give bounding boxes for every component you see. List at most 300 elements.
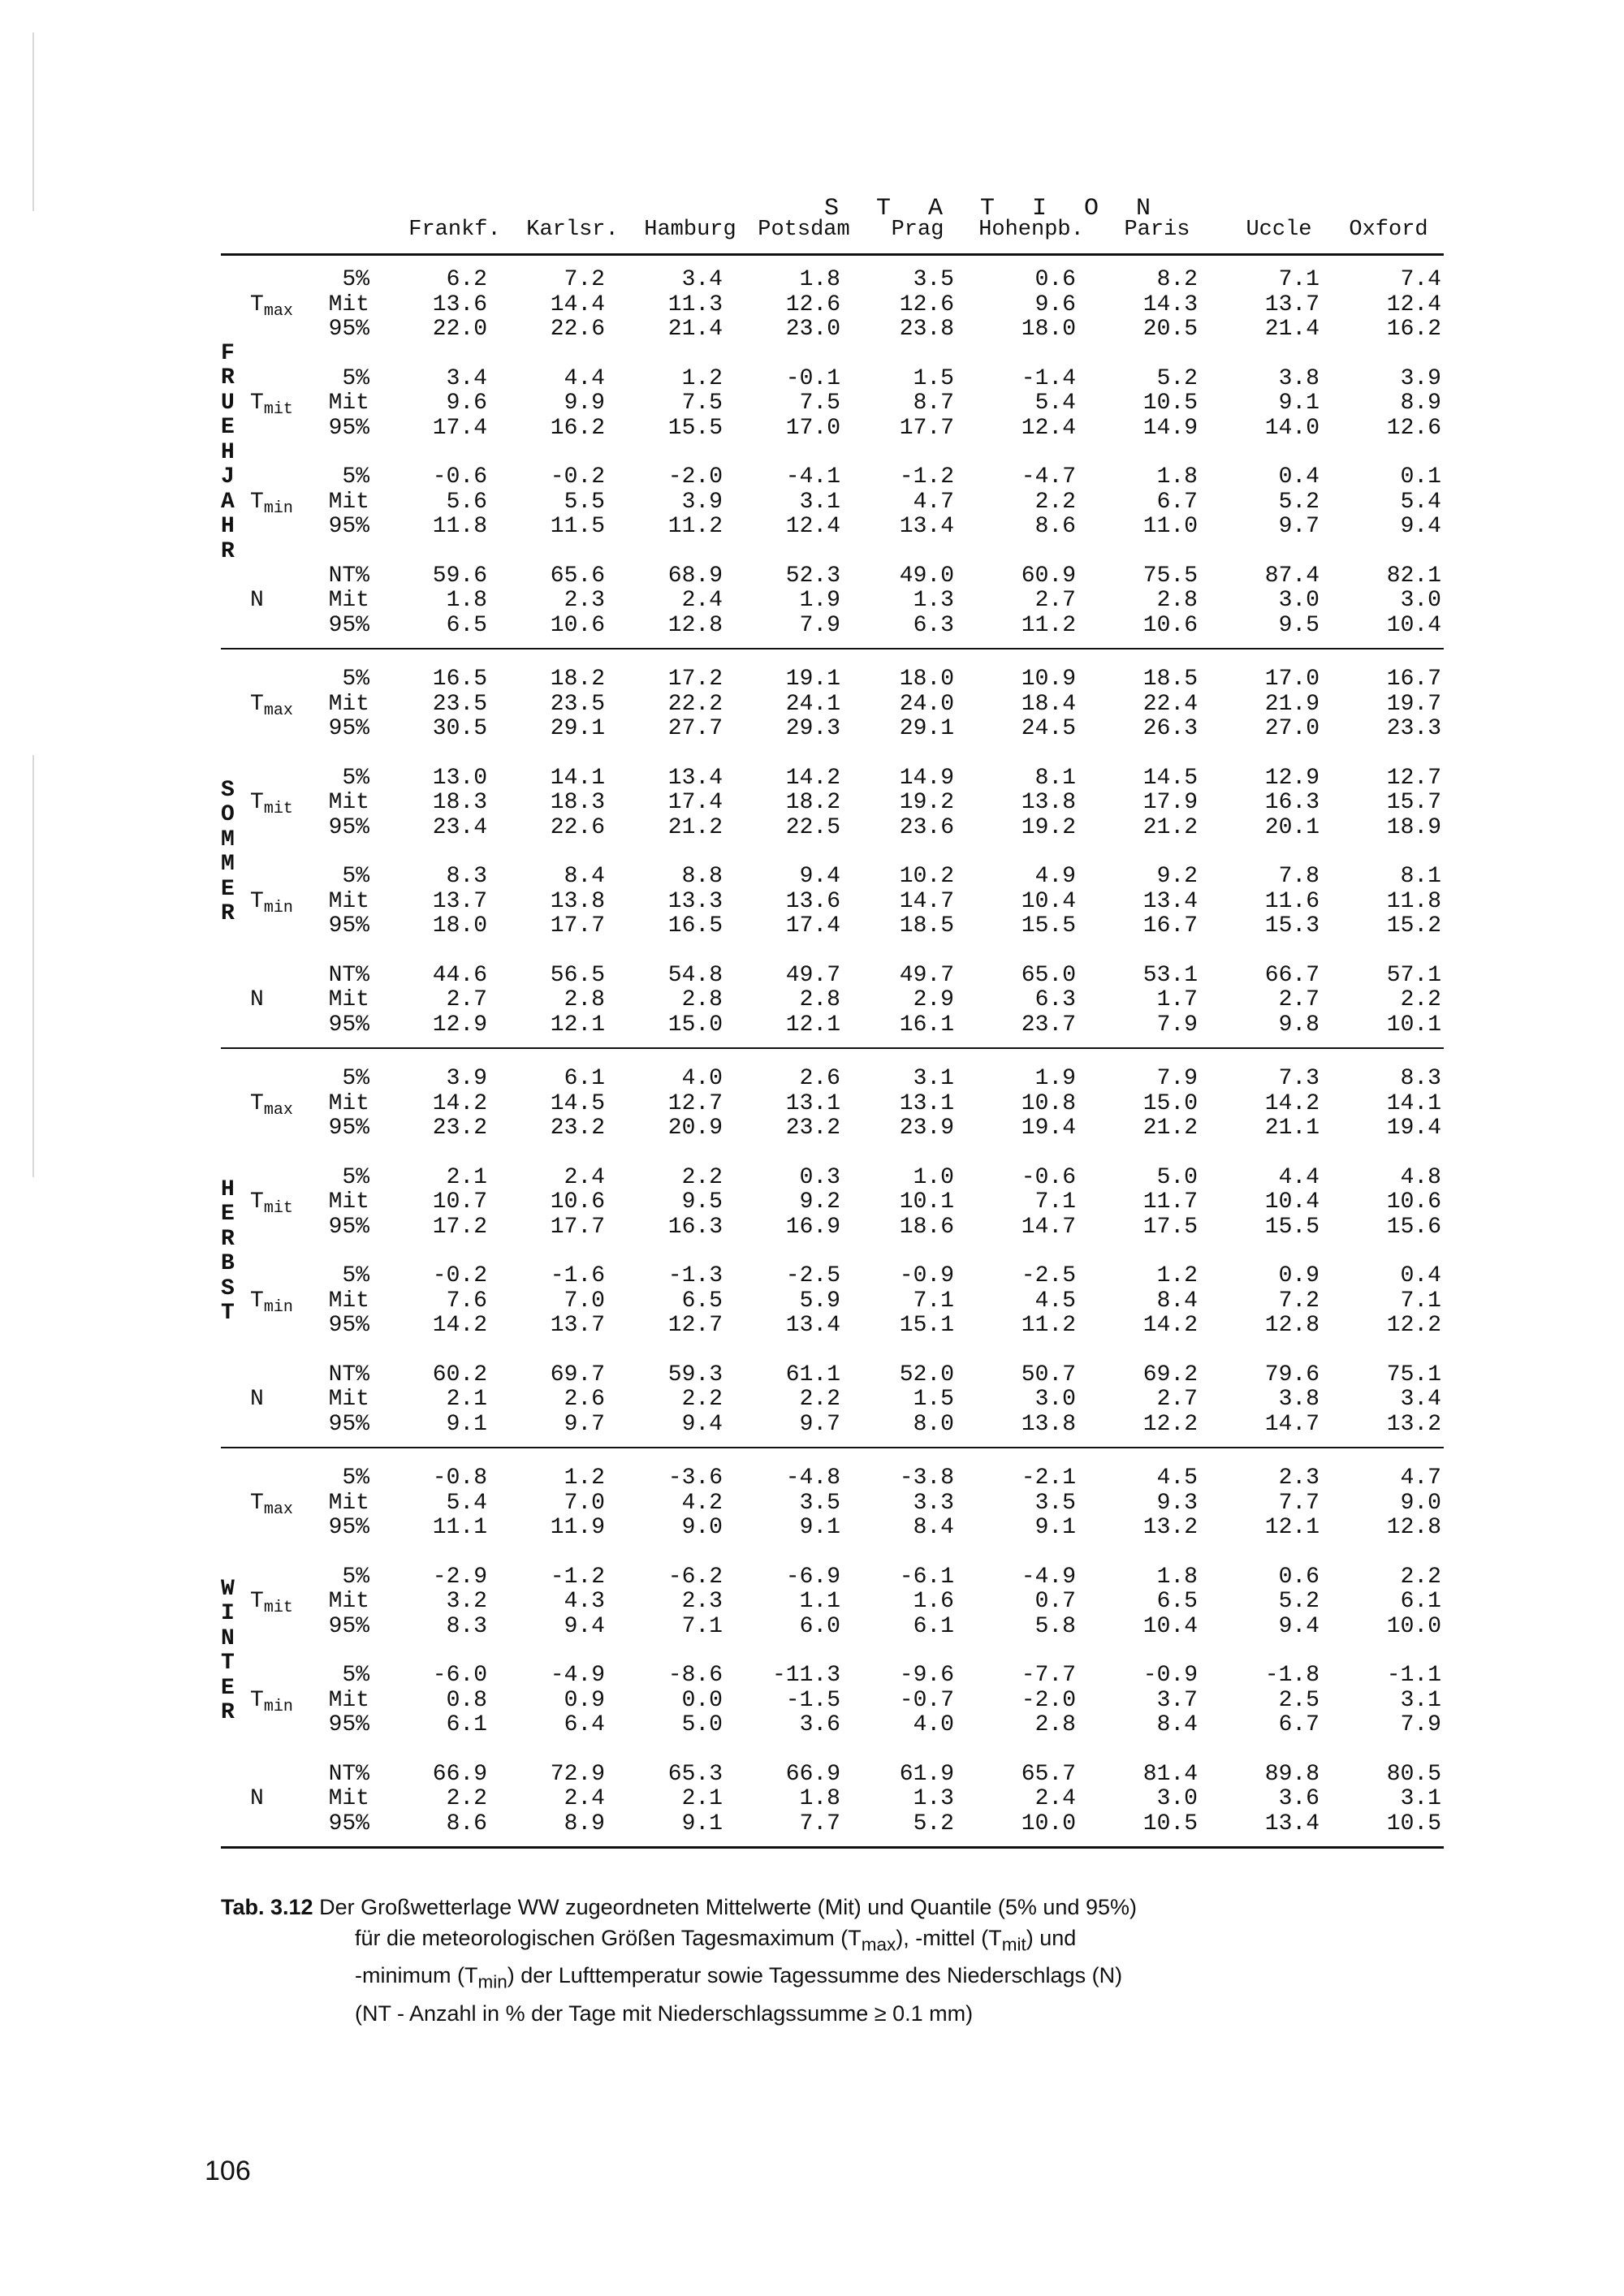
table-rule bbox=[221, 1447, 1444, 1448]
stat-label: 95% bbox=[328, 1012, 369, 1038]
value-cell: 9.7 bbox=[564, 1411, 605, 1437]
station-header-cell: Oxford bbox=[1349, 218, 1428, 242]
value-cell: 3.1 bbox=[1400, 1786, 1441, 1811]
value-cell: 6.5 bbox=[1156, 1589, 1198, 1614]
value-cell: 4.8 bbox=[1400, 1164, 1441, 1190]
stat-label: Mit bbox=[328, 1687, 369, 1713]
value-cell: 5.2 bbox=[913, 1810, 954, 1836]
value-cell: 10.9 bbox=[1021, 667, 1076, 692]
metric-label: $T_{mit}$ bbox=[250, 1189, 293, 1218]
value-cell: 26.3 bbox=[1142, 716, 1198, 741]
value-cell: 5.0 bbox=[1156, 1164, 1198, 1190]
value-cell: 2.4 bbox=[681, 588, 723, 613]
value-cell: 11.2 bbox=[667, 514, 723, 539]
value-cell: 8.2 bbox=[1156, 267, 1198, 292]
value-cell: 9.1 bbox=[681, 1810, 723, 1836]
season-letter: R bbox=[221, 901, 235, 926]
value-cell: 10.5 bbox=[1142, 1810, 1198, 1836]
value-cell: 10.6 bbox=[1142, 612, 1198, 638]
value-cell: 2.4 bbox=[564, 1786, 605, 1811]
value-cell: 18.3 bbox=[550, 790, 605, 815]
season-letter: S bbox=[221, 1275, 235, 1301]
value-cell: 5.9 bbox=[799, 1288, 840, 1314]
value-cell: -9.6 bbox=[899, 1663, 954, 1688]
value-cell: 20.5 bbox=[1142, 317, 1198, 342]
value-cell: 9.1 bbox=[1034, 1515, 1076, 1540]
value-cell: 3.9 bbox=[681, 489, 723, 515]
value-cell: 12.6 bbox=[785, 291, 840, 317]
value-cell: 15.6 bbox=[1386, 1214, 1441, 1240]
value-cell: 18.2 bbox=[550, 667, 605, 692]
value-cell: 1.8 bbox=[799, 267, 840, 292]
caption-line-2: für die meteorologischen Größen Tagesmaximum $(T_{max})$, -mittel $(T_{mit})$ und bbox=[355, 1926, 1077, 1955]
value-cell: 15.7 bbox=[1386, 790, 1441, 815]
season-letter: M bbox=[221, 826, 235, 852]
value-cell: 23.8 bbox=[899, 317, 954, 342]
stat-label: Mit bbox=[328, 291, 369, 317]
value-cell: 8.4 bbox=[913, 1515, 954, 1540]
value-cell: 9.2 bbox=[799, 1189, 840, 1215]
season-letter: S bbox=[221, 777, 235, 803]
stat-label: NT% bbox=[328, 1761, 369, 1787]
value-cell: 3.1 bbox=[913, 1066, 954, 1091]
value-cell: 82.1 bbox=[1386, 563, 1441, 589]
value-cell: 9.9 bbox=[564, 391, 605, 416]
value-cell: 15.5 bbox=[1021, 913, 1076, 939]
season-letter: M bbox=[221, 852, 235, 877]
value-cell: 13.2 bbox=[1142, 1515, 1198, 1540]
value-cell: 18.5 bbox=[899, 913, 954, 939]
value-cell: 59.6 bbox=[432, 563, 487, 589]
value-cell: -2.0 bbox=[667, 464, 723, 490]
station-header: S T A T I O N bbox=[824, 195, 1163, 222]
value-cell: 11.8 bbox=[432, 514, 487, 539]
stat-label: NT% bbox=[328, 1362, 369, 1388]
value-cell: 16.3 bbox=[1264, 790, 1320, 815]
stat-label: 95% bbox=[328, 913, 369, 939]
value-cell: 10.1 bbox=[1386, 1012, 1441, 1038]
value-cell: 65.6 bbox=[550, 563, 605, 589]
metric-label: $T_{min}$ bbox=[250, 1288, 293, 1317]
value-cell: 21.4 bbox=[667, 317, 723, 342]
value-cell: 9.1 bbox=[1278, 391, 1320, 416]
value-cell: 23.2 bbox=[550, 1116, 605, 1141]
value-cell: 2.8 bbox=[799, 987, 840, 1012]
station-header-cell: Uccle bbox=[1246, 218, 1312, 242]
value-cell: 23.5 bbox=[550, 691, 605, 717]
value-cell: 5.2 bbox=[1156, 365, 1198, 391]
value-cell: 13.4 bbox=[1264, 1810, 1320, 1836]
value-cell: 13.7 bbox=[550, 1313, 605, 1338]
value-cell: 23.9 bbox=[899, 1116, 954, 1141]
value-cell: 0.8 bbox=[446, 1687, 487, 1713]
season-letter: A bbox=[221, 489, 235, 515]
value-cell: 2.8 bbox=[1034, 1712, 1076, 1737]
value-cell: 16.7 bbox=[1142, 913, 1198, 939]
value-cell: 6.2 bbox=[446, 267, 487, 292]
value-cell: -4.9 bbox=[1021, 1564, 1076, 1590]
value-cell: 8.4 bbox=[1156, 1288, 1198, 1314]
value-cell: 65.0 bbox=[1021, 962, 1076, 988]
stat-label: Mit bbox=[328, 790, 369, 815]
value-cell: 7.0 bbox=[564, 1490, 605, 1516]
value-cell: -2.5 bbox=[1021, 1263, 1076, 1288]
stat-label: 5% bbox=[342, 1164, 369, 1190]
table-rule bbox=[221, 648, 1444, 650]
value-cell: 12.1 bbox=[550, 1012, 605, 1038]
stat-label: 5% bbox=[342, 667, 369, 692]
value-cell: 6.1 bbox=[564, 1066, 605, 1091]
value-cell: 23.0 bbox=[785, 317, 840, 342]
value-cell: 5.0 bbox=[681, 1712, 723, 1737]
season-letter: E bbox=[221, 1202, 235, 1227]
stat-label: 95% bbox=[328, 1116, 369, 1141]
value-cell: 8.7 bbox=[913, 391, 954, 416]
value-cell: 5.8 bbox=[1034, 1613, 1076, 1639]
value-cell: 0.6 bbox=[1034, 267, 1076, 292]
value-cell: 60.2 bbox=[432, 1362, 487, 1388]
value-cell: 17.7 bbox=[550, 1214, 605, 1240]
value-cell: 12.2 bbox=[1142, 1411, 1198, 1437]
value-cell: 2.2 bbox=[681, 1387, 723, 1412]
stat-label: NT% bbox=[328, 563, 369, 589]
value-cell: 18.4 bbox=[1021, 691, 1076, 717]
value-cell: 5.2 bbox=[1278, 1589, 1320, 1614]
value-cell: 12.6 bbox=[899, 291, 954, 317]
stat-label: 95% bbox=[328, 514, 369, 539]
metric-label: $T_{min}$ bbox=[250, 489, 293, 518]
value-cell: 2.3 bbox=[681, 1589, 723, 1614]
value-cell: 69.7 bbox=[550, 1362, 605, 1388]
season-letter: O bbox=[221, 802, 235, 827]
value-cell: 14.7 bbox=[899, 888, 954, 914]
value-cell: 5.2 bbox=[1278, 489, 1320, 515]
stat-label: 5% bbox=[342, 1066, 369, 1091]
value-cell: 21.1 bbox=[1264, 1116, 1320, 1141]
value-cell: 23.7 bbox=[1021, 1012, 1076, 1038]
value-cell: 2.2 bbox=[799, 1387, 840, 1412]
value-cell: 11.5 bbox=[550, 514, 605, 539]
metric-label: N bbox=[250, 588, 264, 613]
page-number: 106 bbox=[205, 2156, 251, 2186]
value-cell: 3.5 bbox=[1034, 1490, 1076, 1516]
stat-label: 95% bbox=[328, 1613, 369, 1639]
value-cell: 13.8 bbox=[550, 888, 605, 914]
value-cell: 1.6 bbox=[913, 1589, 954, 1614]
value-cell: 29.1 bbox=[899, 716, 954, 741]
value-cell: 3.5 bbox=[913, 267, 954, 292]
value-cell: 16.2 bbox=[550, 415, 605, 441]
value-cell: 1.8 bbox=[446, 588, 487, 613]
value-cell: 9.0 bbox=[681, 1515, 723, 1540]
value-cell: 7.9 bbox=[799, 612, 840, 638]
value-cell: -8.6 bbox=[667, 1663, 723, 1688]
value-cell: 10.6 bbox=[550, 1189, 605, 1215]
value-cell: 7.2 bbox=[1278, 1288, 1320, 1314]
value-cell: -0.6 bbox=[1021, 1164, 1076, 1190]
value-cell: -0.2 bbox=[550, 464, 605, 490]
value-cell: 13.4 bbox=[785, 1313, 840, 1338]
value-cell: -6.2 bbox=[667, 1564, 723, 1590]
value-cell: 10.0 bbox=[1021, 1810, 1076, 1836]
value-cell: 87.4 bbox=[1264, 563, 1320, 589]
value-cell: 13.4 bbox=[667, 765, 723, 791]
value-cell: 22.4 bbox=[1142, 691, 1198, 717]
stat-label: 95% bbox=[328, 1313, 369, 1338]
value-cell: 10.2 bbox=[899, 864, 954, 889]
value-cell: 8.1 bbox=[1400, 864, 1441, 889]
value-cell: 18.0 bbox=[899, 667, 954, 692]
stat-label: Mit bbox=[328, 1288, 369, 1314]
value-cell: 20.1 bbox=[1264, 814, 1320, 840]
value-cell: 9.3 bbox=[1156, 1490, 1198, 1516]
value-cell: 2.3 bbox=[1278, 1465, 1320, 1491]
value-cell: 12.7 bbox=[667, 1090, 723, 1116]
value-cell: -2.9 bbox=[432, 1564, 487, 1590]
value-cell: 7.5 bbox=[799, 391, 840, 416]
value-cell: 9.4 bbox=[1400, 514, 1441, 539]
value-cell: 16.9 bbox=[785, 1214, 840, 1240]
value-cell: 7.4 bbox=[1400, 267, 1441, 292]
value-cell: -11.3 bbox=[771, 1663, 840, 1688]
value-cell: 49.7 bbox=[899, 962, 954, 988]
value-cell: 7.5 bbox=[681, 391, 723, 416]
value-cell: 3.9 bbox=[446, 1066, 487, 1091]
value-cell: 8.1 bbox=[1034, 765, 1076, 791]
value-cell: 15.0 bbox=[667, 1012, 723, 1038]
value-cell: 13.1 bbox=[785, 1090, 840, 1116]
value-cell: 21.4 bbox=[1264, 317, 1320, 342]
value-cell: -3.8 bbox=[899, 1465, 954, 1491]
season-letter: H bbox=[221, 439, 235, 465]
stat-label: 5% bbox=[342, 1663, 369, 1688]
value-cell: -1.3 bbox=[667, 1263, 723, 1288]
value-cell: 23.2 bbox=[785, 1116, 840, 1141]
value-cell: 10.6 bbox=[550, 612, 605, 638]
value-cell: 7.7 bbox=[1278, 1490, 1320, 1516]
value-cell: 14.3 bbox=[1142, 291, 1198, 317]
value-cell: 13.6 bbox=[785, 888, 840, 914]
value-cell: 21.2 bbox=[1142, 814, 1198, 840]
station-header-cell: Prag bbox=[891, 218, 944, 242]
value-cell: 7.1 bbox=[681, 1613, 723, 1639]
stat-label: Mit bbox=[328, 391, 369, 416]
value-cell: 2.1 bbox=[446, 1164, 487, 1190]
value-cell: 80.5 bbox=[1386, 1761, 1441, 1787]
value-cell: 12.1 bbox=[785, 1012, 840, 1038]
stat-label: Mit bbox=[328, 987, 369, 1012]
season-letter: B bbox=[221, 1251, 235, 1276]
value-cell: 19.2 bbox=[1021, 814, 1076, 840]
value-cell: 5.6 bbox=[446, 489, 487, 515]
value-cell: 12.8 bbox=[1386, 1515, 1441, 1540]
season-letter: R bbox=[221, 1700, 235, 1725]
value-cell: 3.0 bbox=[1278, 588, 1320, 613]
value-cell: 7.7 bbox=[799, 1810, 840, 1836]
metric-label: $T_{min}$ bbox=[250, 888, 293, 917]
caption-line-1: Der Großwetterlage WW zugeordneten Mittelwerte (Mit) und Quantile (5% und 95%) bbox=[319, 1895, 1137, 1919]
value-cell: 3.6 bbox=[1278, 1786, 1320, 1811]
season-letter: E bbox=[221, 415, 235, 441]
value-cell: 8.4 bbox=[1156, 1712, 1198, 1737]
value-cell: 81.4 bbox=[1142, 1761, 1198, 1787]
value-cell: -0.2 bbox=[432, 1263, 487, 1288]
value-cell: 9.6 bbox=[446, 391, 487, 416]
value-cell: 4.0 bbox=[913, 1712, 954, 1737]
metric-label: $T_{max}$ bbox=[250, 291, 293, 321]
value-cell: 18.0 bbox=[432, 913, 487, 939]
stat-label: 5% bbox=[342, 1263, 369, 1288]
value-cell: 23.4 bbox=[432, 814, 487, 840]
stat-label: 5% bbox=[342, 1465, 369, 1491]
value-cell: -2.0 bbox=[1021, 1687, 1076, 1713]
value-cell: 4.7 bbox=[1400, 1465, 1441, 1491]
value-cell: -2.1 bbox=[1021, 1465, 1076, 1491]
value-cell: 3.2 bbox=[446, 1589, 487, 1614]
value-cell: 0.3 bbox=[799, 1164, 840, 1190]
value-cell: 10.7 bbox=[432, 1189, 487, 1215]
value-cell: 1.0 bbox=[913, 1164, 954, 1190]
value-cell: 3.9 bbox=[1400, 365, 1441, 391]
value-cell: 17.7 bbox=[899, 415, 954, 441]
value-cell: 2.8 bbox=[1156, 588, 1198, 613]
value-cell: 4.4 bbox=[1278, 1164, 1320, 1190]
value-cell: 9.4 bbox=[799, 864, 840, 889]
value-cell: -1.2 bbox=[899, 464, 954, 490]
value-cell: 9.5 bbox=[681, 1189, 723, 1215]
value-cell: 7.8 bbox=[1278, 864, 1320, 889]
value-cell: 5.5 bbox=[564, 489, 605, 515]
value-cell: 12.8 bbox=[667, 612, 723, 638]
value-cell: 2.1 bbox=[446, 1387, 487, 1412]
value-cell: 15.2 bbox=[1386, 913, 1441, 939]
value-cell: -0.9 bbox=[1142, 1663, 1198, 1688]
value-cell: 15.5 bbox=[667, 415, 723, 441]
value-cell: 10.4 bbox=[1142, 1613, 1198, 1639]
value-cell: 1.2 bbox=[1156, 1263, 1198, 1288]
value-cell: 7.9 bbox=[1400, 1712, 1441, 1737]
value-cell: 7.0 bbox=[564, 1288, 605, 1314]
stat-label: 95% bbox=[328, 317, 369, 342]
value-cell: 12.2 bbox=[1386, 1313, 1441, 1338]
value-cell: 1.9 bbox=[1034, 1066, 1076, 1091]
value-cell: 2.8 bbox=[681, 987, 723, 1012]
value-cell: 22.6 bbox=[550, 814, 605, 840]
value-cell: 2.4 bbox=[564, 1164, 605, 1190]
metric-label: $T_{min}$ bbox=[250, 1687, 293, 1716]
value-cell: 4.7 bbox=[913, 489, 954, 515]
value-cell: 9.0 bbox=[1400, 1490, 1441, 1516]
value-cell: 2.2 bbox=[1034, 489, 1076, 515]
value-cell: 0.4 bbox=[1278, 464, 1320, 490]
metric-label: N bbox=[250, 1387, 264, 1412]
value-cell: 17.2 bbox=[667, 667, 723, 692]
value-cell: 16.1 bbox=[899, 1012, 954, 1038]
value-cell: 57.1 bbox=[1386, 962, 1441, 988]
value-cell: 10.4 bbox=[1264, 1189, 1320, 1215]
value-cell: 52.3 bbox=[785, 563, 840, 589]
value-cell: 4.0 bbox=[681, 1066, 723, 1091]
value-cell: 30.5 bbox=[432, 716, 487, 741]
value-cell: 15.3 bbox=[1264, 913, 1320, 939]
value-cell: 12.6 bbox=[1386, 415, 1441, 441]
value-cell: 14.2 bbox=[1142, 1313, 1198, 1338]
metric-label: $T_{mit}$ bbox=[250, 391, 293, 419]
value-cell: 9.6 bbox=[1034, 291, 1076, 317]
value-cell: 23.5 bbox=[432, 691, 487, 717]
value-cell: 2.6 bbox=[799, 1066, 840, 1091]
value-cell: 1.1 bbox=[799, 1589, 840, 1614]
value-cell: 12.9 bbox=[1264, 765, 1320, 791]
value-cell: 2.5 bbox=[1278, 1687, 1320, 1713]
metric-label: N bbox=[250, 987, 264, 1012]
value-cell: 10.5 bbox=[1386, 1810, 1441, 1836]
value-cell: 9.4 bbox=[681, 1411, 723, 1437]
value-cell: -0.9 bbox=[899, 1263, 954, 1288]
table-rule bbox=[221, 253, 1444, 256]
value-cell: 2.2 bbox=[1400, 987, 1441, 1012]
value-cell: 18.3 bbox=[432, 790, 487, 815]
value-cell: 11.3 bbox=[667, 291, 723, 317]
value-cell: 75.5 bbox=[1142, 563, 1198, 589]
value-cell: 2.3 bbox=[564, 588, 605, 613]
season-letter: R bbox=[221, 1226, 235, 1252]
value-cell: 7.1 bbox=[1034, 1189, 1076, 1215]
value-cell: -4.8 bbox=[785, 1465, 840, 1491]
value-cell: 4.4 bbox=[564, 365, 605, 391]
value-cell: 11.2 bbox=[1021, 1313, 1076, 1338]
station-header-cell: Paris bbox=[1124, 218, 1190, 242]
value-cell: 24.1 bbox=[785, 691, 840, 717]
value-cell: 9.1 bbox=[799, 1515, 840, 1540]
value-cell: 9.8 bbox=[1278, 1012, 1320, 1038]
value-cell: 8.3 bbox=[1400, 1066, 1441, 1091]
value-cell: 29.3 bbox=[785, 716, 840, 741]
value-cell: 22.0 bbox=[432, 317, 487, 342]
value-cell: -1.5 bbox=[785, 1687, 840, 1713]
value-cell: 7.1 bbox=[913, 1288, 954, 1314]
value-cell: 0.9 bbox=[1278, 1263, 1320, 1288]
stat-label: Mit bbox=[328, 1490, 369, 1516]
value-cell: 12.8 bbox=[1264, 1313, 1320, 1338]
value-cell: 5.4 bbox=[446, 1490, 487, 1516]
value-cell: 17.7 bbox=[550, 913, 605, 939]
value-cell: 4.9 bbox=[1034, 864, 1076, 889]
value-cell: 12.7 bbox=[1386, 765, 1441, 791]
value-cell: 1.2 bbox=[564, 1465, 605, 1491]
value-cell: -1.4 bbox=[1021, 365, 1076, 391]
value-cell: 2.1 bbox=[681, 1786, 723, 1811]
value-cell: 19.4 bbox=[1021, 1116, 1076, 1141]
value-cell: 13.7 bbox=[432, 888, 487, 914]
value-cell: 61.9 bbox=[899, 1761, 954, 1787]
value-cell: 11.1 bbox=[432, 1515, 487, 1540]
value-cell: 3.4 bbox=[446, 365, 487, 391]
value-cell: 3.6 bbox=[799, 1712, 840, 1737]
value-cell: 7.1 bbox=[1400, 1288, 1441, 1314]
value-cell: 3.3 bbox=[913, 1490, 954, 1516]
value-cell: 10.0 bbox=[1386, 1613, 1441, 1639]
season-letter: N bbox=[221, 1625, 235, 1651]
value-cell: 18.6 bbox=[899, 1214, 954, 1240]
value-cell: 15.0 bbox=[1142, 1090, 1198, 1116]
value-cell: 0.7 bbox=[1034, 1589, 1076, 1614]
page-edge-line bbox=[32, 755, 34, 1177]
value-cell: 16.3 bbox=[667, 1214, 723, 1240]
value-cell: 19.2 bbox=[899, 790, 954, 815]
value-cell: 13.0 bbox=[432, 765, 487, 791]
table-caption bbox=[221, 1892, 1439, 2029]
